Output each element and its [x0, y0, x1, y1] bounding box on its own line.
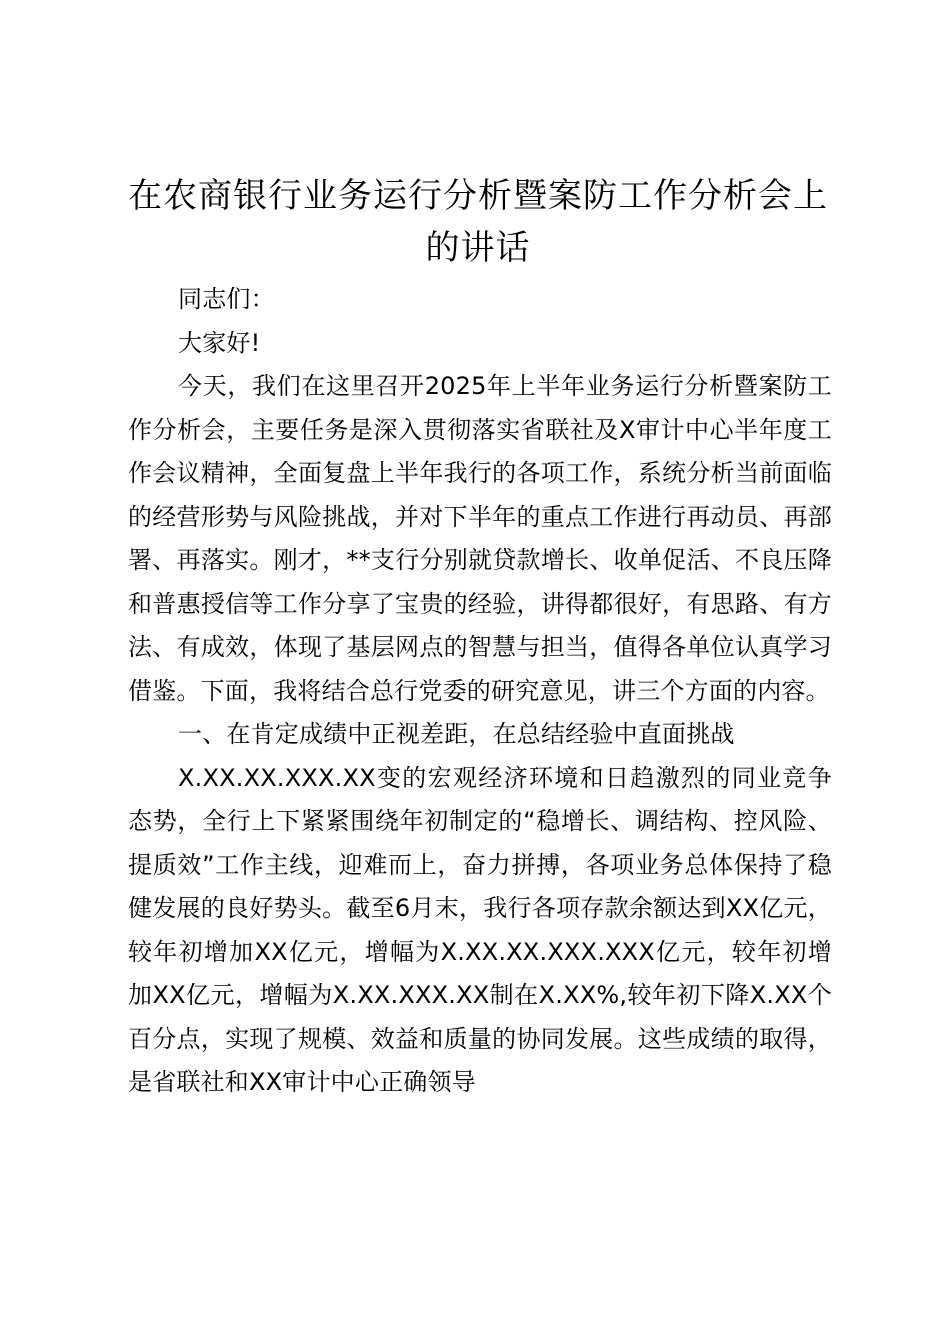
document-title-line1: 在农商银行业务运行分析暨案防工作分析会上 — [128, 176, 828, 216]
section-1-paragraph: X.XX.XX.XXX.XX变的宏观经济环境和日趋激烈的同业竞争态势，全行上下紧紧围绕年初制定的“稳增长、调结构、控风险、提质效”工作主线，迎难而上，奋力拼搏，各项业务总体保持了稳健发展的良好势头。截至6月末，我行各项存款余额达到XX亿元，较年初增加XX亿元，增幅为X.XX.XX.XXX.XXX亿元，较年初增加XX亿元，增幅为X.XX.XXX.XX制在X.XX%,较年初下降X.XX个百分点，实现了规模、效益和质量的协同发展。这些成绩的取得，是省联社和XX审计中心正确领导 — [128, 763, 832, 1096]
document-title-line2: 的讲话 — [425, 228, 531, 268]
document-title — [118, 170, 838, 274]
intro-paragraph: 今天，我们在这里召开2025年上半年业务运行分析暨案防工作分析会，主要任务是深入贯彻落实省联社及X审计中心半年度工作会议精神，全面复盘上半年我行的各项工作，系统分析当前面临的经营形势与风险挑战，并对下半年的重点工作进行再动员、再部署、再落实。刚才，**支行分别就贷款增长、收单促活、不良压降和普惠授信等工作分享了宝贵的经验，讲得都很好，有思路、有方法、有成效，体现了基层网点的智慧与担当，值得各单位认真学习借鉴。下面，我将结合总行党委的研究意见，讲三个方面的内容。 — [128, 372, 832, 705]
salutation: 同志们： — [178, 285, 275, 313]
greeting: 大家好! — [178, 328, 261, 357]
section-heading-1: 一、在肯定成绩中正视差距，在总结经验中直面挑战 — [178, 720, 735, 748]
document-body — [128, 278, 832, 1105]
